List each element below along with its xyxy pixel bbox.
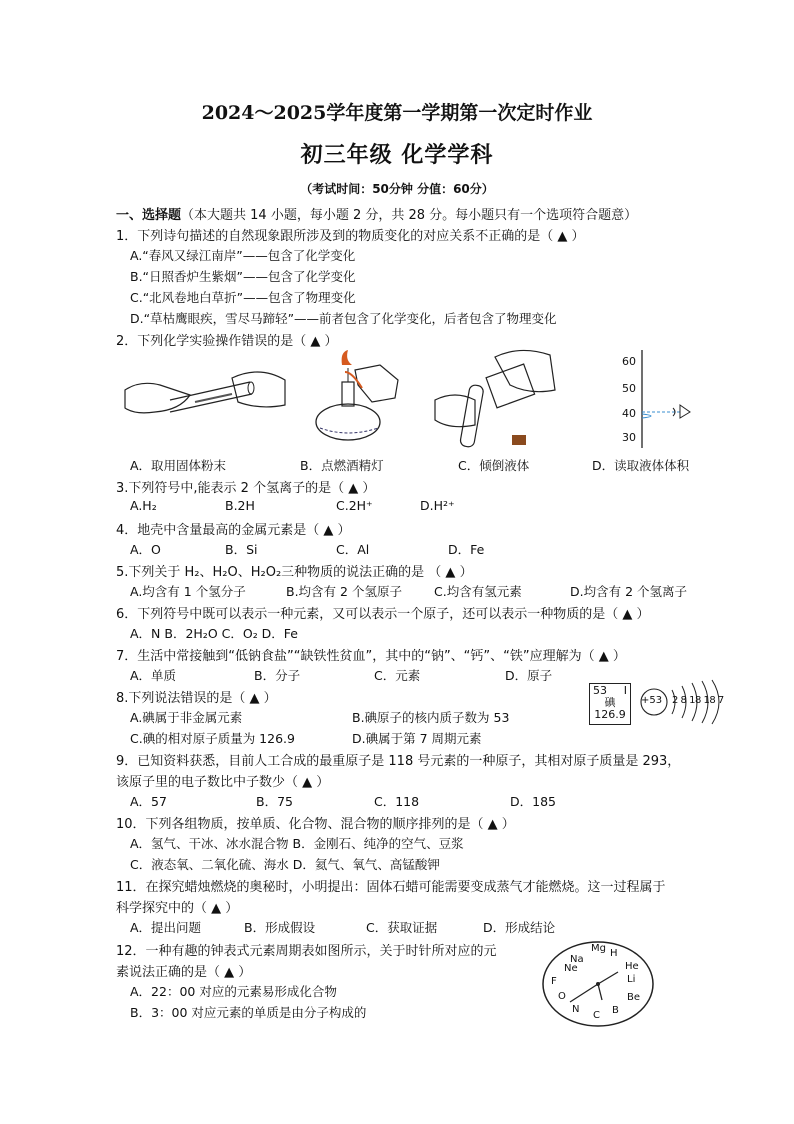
- q5-option-c: C.均含有氢元素: [434, 584, 522, 599]
- question-1-stem: 1．下列诗句描述的自然现象跟所涉及到的物质变化的对应关系不正确的是（ ▲ ）: [116, 229, 585, 244]
- q3-option-c: C.2H⁺: [336, 498, 373, 513]
- question-8-stem: 8.下列说法错误的是（ ▲ ）: [116, 691, 277, 706]
- q4-option-d: D．Fe: [448, 542, 485, 557]
- q2-option-a: A．取用固体粉末: [130, 458, 227, 473]
- figure-graduated-cylinder: [605, 350, 705, 450]
- q9-option-c: C．118: [374, 794, 420, 809]
- question-9-stem-line2: 该原子里的电子数比中子数少（ ▲ ）: [116, 775, 330, 790]
- q4-option-a: A．O: [130, 542, 161, 557]
- clock-element-o: O: [558, 991, 566, 1002]
- q5-option-a: A.均含有 1 个氢分子: [130, 584, 246, 599]
- question-6-stem: 6．下列符号中既可以表示一种元素，又可以表示一个原子，还可以表示一种物质的是（ ▲ ）: [116, 607, 650, 622]
- q1-option-b: B.“日照香炉生紫烟”——包含了化学变化: [130, 269, 356, 284]
- question-12-stem-line1: 12．一种有趣的钟表式元素周期表如图所示，关于时针所对应的元: [116, 944, 497, 959]
- question-11-stem-line1: 11．在探究蜡烛燃烧的奥秘时，小明提出：固体石蜡可能需要变成蒸气才能燃烧。这一过程属于: [116, 880, 666, 895]
- q9-option-d: D．185: [510, 794, 556, 809]
- figure-pouring-liquid: [430, 345, 560, 450]
- clock-element-ne: Ne: [564, 963, 578, 974]
- section-label: 一、选择题: [116, 208, 182, 223]
- question-9-stem-line1: 9．已知资料获悉，目前人工合成的最重原子是 118 号元素的一种原子，其相对原子质量是 293，: [116, 754, 681, 769]
- cylinder-tick-40: 40: [622, 407, 636, 420]
- q7-option-c: C．元素: [374, 668, 421, 683]
- q4-option-b: B．Si: [225, 542, 258, 557]
- q4-option-c: C．Al: [336, 542, 370, 557]
- q9-option-b: B．75: [256, 794, 293, 809]
- q10-options-ab: A．氢气、干冰、冰水混合物 B．金刚石、纯净的空气、豆浆: [130, 836, 464, 851]
- q8-option-a: A.碘属于非金属元素: [130, 710, 243, 725]
- q12-option-b: B．3：00 对应元素的单质是由分子构成的: [130, 1005, 367, 1020]
- q5-option-b: B.均含有 2 个氢原子: [286, 584, 402, 599]
- clock-element-he: He: [625, 961, 639, 972]
- figure-solid-powder: [120, 360, 290, 445]
- question-11-stem-line2: 科学探究中的（ ▲ ）: [116, 901, 239, 916]
- clock-element-be: Be: [627, 992, 641, 1003]
- q5-option-d: D.均含有 2 个氢离子: [570, 584, 687, 599]
- q11-option-d: D．形成结论: [483, 920, 556, 935]
- q7-option-a: A．单质: [130, 668, 177, 683]
- cylinder-tick-60: 60: [622, 355, 636, 368]
- q3-option-a: A.H₂: [130, 498, 157, 513]
- q12-option-a: A．22：00 对应的元素易形成化合物: [130, 984, 337, 999]
- section-header: [116, 204, 637, 223]
- q8-option-b: B.碘原子的核内质子数为 53: [352, 710, 510, 725]
- q8-option-d: D.碘属于第 7 周期元素: [352, 731, 482, 746]
- q11-option-a: A．提出问题: [130, 920, 202, 935]
- q1-option-d: D.“草枯鹰眼疾，雪尽马蹄轻”——前者包含了化学变化，后者包含了物理变化: [130, 311, 557, 326]
- clock-element-b: B: [612, 1005, 619, 1016]
- q1-option-a: A.“春风又绿江南岸”——包含了化学变化: [130, 248, 356, 263]
- question-2-stem: 2．下列化学实验操作错误的是（ ▲ ）: [116, 334, 338, 349]
- q2-option-b: B．点燃酒精灯: [300, 458, 384, 473]
- clock-element-na: Na: [570, 954, 584, 965]
- exam-info: （考试时间：50分钟 分值：60分）: [300, 182, 494, 196]
- question-4-stem: 4．地壳中含量最高的金属元素是（ ▲ ）: [116, 523, 351, 538]
- q8-option-c: C.碘的相对原子质量为 126.9: [130, 731, 295, 746]
- exam-subtitle: 初三年级 化学学科: [300, 142, 494, 168]
- q7-option-d: D．原子: [505, 668, 553, 683]
- question-7-stem: 7．生活中常接触到“低钠食盐”“缺铁性贫血”，其中的“钠”、“钙”、“铁”应理解为（ ▲ ）: [116, 649, 626, 664]
- iodine-name: 碘: [604, 696, 616, 709]
- question-5-stem: 5.下列关于 H₂、H₂O、H₂O₂三种物质的说法正确的是 （ ▲ ）: [116, 565, 473, 580]
- question-10-stem: 10．下列各组物质，按单质、化合物、混合物的顺序排列的是（ ▲ ）: [116, 817, 515, 832]
- q2-option-c: C．倾倒液体: [458, 458, 530, 473]
- clock-element-n: N: [572, 1004, 580, 1015]
- iodine-shells: 2 8 18 18 7: [672, 695, 724, 706]
- q2-option-d: D．读取液体体积: [592, 458, 690, 473]
- iodine-mass: 126.9: [594, 708, 626, 721]
- q3-option-b: B.2H: [225, 498, 255, 513]
- clock-element-li: Li: [627, 974, 636, 985]
- q11-option-c: C．获取证据: [366, 920, 438, 935]
- q3-option-d: D.H²⁺: [420, 498, 455, 513]
- q10-options-cd: C．液态氧、二氧化硫、海水 D．氦气、氧气、高锰酸钾: [130, 857, 440, 872]
- exam-title: 2024～2025学年度第一学期第一次定时作业: [201, 102, 593, 124]
- cylinder-tick-50: 50: [622, 382, 636, 395]
- q9-option-a: A．57: [130, 794, 167, 809]
- cylinder-tick-30: 30: [622, 431, 636, 444]
- question-3-stem: 3.下列符号中,能表示 2 个氢离子的是（ ▲ ）: [116, 481, 376, 496]
- question-12-stem-line2: 素说法正确的是（ ▲ ）: [116, 965, 252, 980]
- iodine-nucleus: +53: [641, 695, 663, 706]
- clock-element-h: H: [610, 948, 618, 959]
- clock-element-f: F: [551, 976, 557, 987]
- iodine-symbol: I: [623, 684, 627, 697]
- figure-alcohol-lamp: [300, 350, 410, 450]
- q11-option-b: B．形成假设: [244, 920, 316, 935]
- iodine-element-card: [589, 683, 631, 725]
- iodine-atomic-number: 53: [593, 684, 607, 697]
- q1-option-c: C.“北风卷地白草折”——包含了物理变化: [130, 290, 356, 305]
- q6-options: A．N B．2H₂O C．O₂ D．Fe: [130, 626, 298, 641]
- clock-element-c: C: [593, 1010, 600, 1021]
- section-description: （本大题共 14 小题，每小题 2 分，共 28 分。每小题只有一个选项符合题意）: [181, 208, 638, 223]
- q7-option-b: B．分子: [254, 668, 301, 683]
- clock-element-mg: Mg: [591, 943, 606, 954]
